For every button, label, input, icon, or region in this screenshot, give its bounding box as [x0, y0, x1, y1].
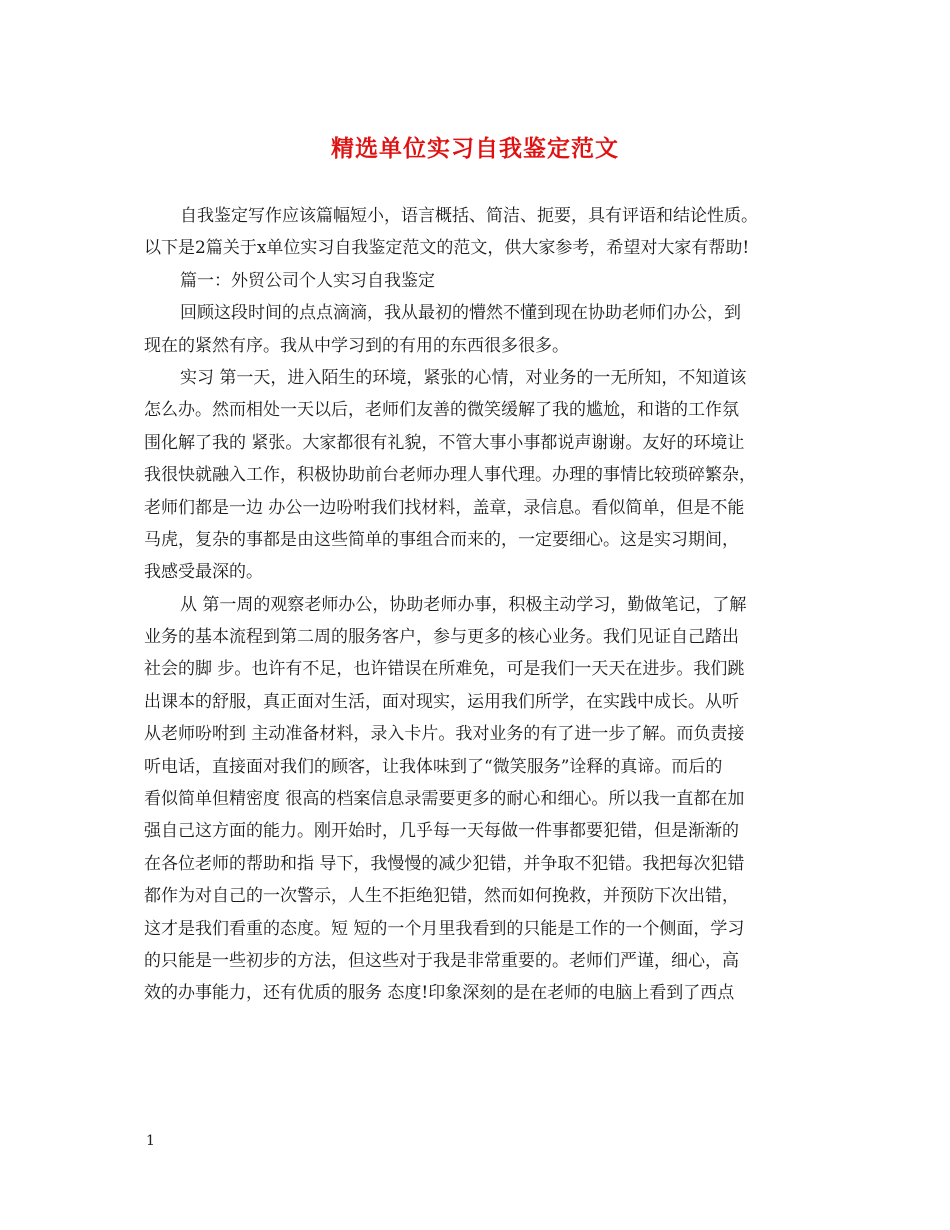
body-line: 自我鉴定写作应该篇幅短小，语言概括、简洁、扼要，具有评语和结论性质。: [180, 206, 758, 226]
body-line: 围化解了我的 紧张。大家都很有礼貌，不管大事小事都说声谢谢。友好的环境让: [144, 432, 745, 453]
body-line: 社会的脚 步。也许有不足，也许错误在所难免，可是我们一天天在进步。我们跳: [144, 659, 745, 680]
body-line: 我感受最深的。: [144, 562, 263, 583]
body-line: 我很快就融入工作，积极协助前台老师办理人事代理。办理的事情比较琐碎繁杂，: [144, 465, 756, 486]
body-line: 怎么办。然而相处一天以后，老师们友善的微笑缓解了我的尴尬，和谐的工作氛: [144, 400, 739, 421]
body-line: 从老师吩咐到 主动准备材料，录入卡片。我对业务的有了进一步了解。而负责接: [144, 724, 745, 745]
body-line: 回顾这段时间的点点滴滴，我从最初的懵然不懂到现在协助老师们办公，到: [180, 303, 741, 324]
body-line: 在各位老师的帮助和指 导下，我慢慢的减少犯错，并争取不犯错。我把每次犯错: [144, 853, 745, 874]
body-line: 听电话，直接面对我们的顾客，让我体味到了“微笑服务”诠释的真谛。而后的: [144, 756, 723, 777]
body-line: 从 第一周的观察老师办公，协助老师办事，积极主动学习，勤做笔记，了解: [180, 594, 747, 615]
body-line: 老师们都是一边 办公一边吩咐我们找材料，盖章，录信息。看似简单，但是不能: [144, 497, 745, 518]
body-line: 看似简单但精密度 很高的档案信息录需要更多的耐心和细心。所以我一直都在加: [144, 789, 745, 810]
body-line: 都作为对自己的一次警示，人生不拒绝犯错，然而如何挽救，并预防下次出错，: [144, 886, 739, 907]
document-title: 精选单位实习自我鉴定范文: [331, 135, 619, 162]
body-line: 以下是2篇关于x单位实习自我鉴定范文的范文，供大家参考，希望对大家有帮助!: [144, 238, 750, 259]
body-line: 强自己这方面的能力。刚开始时，几乎每一天每做一件事都要犯错，但是渐渐的: [144, 821, 739, 842]
body-line: 篇一：外贸公司个人实习自我鉴定: [180, 270, 435, 291]
body-line: 这才是我们看重的态度。短 短的一个月里我看到的只能是工作的一个侧面，学习: [144, 918, 745, 939]
document-body: [144, 200, 824, 1010]
body-line: 业务的基本流程到第二周的服务客户，参与更多的核心业务。我们见证自己踏出: [144, 627, 739, 648]
body-line: 现在的紧然有序。我从中学习到的有用的东西很多很多。: [144, 335, 569, 356]
page-number: 1: [146, 1133, 155, 1149]
body-line: 马虎，复杂的事都是由这些简单的事组合而来的，一定要细心。这是实习期间，: [144, 529, 739, 550]
body-line: 效的办事能力，还有优质的服务 态度!印象深刻的是在老师的电脑上看到了西点: [144, 983, 735, 1004]
body-line: 实习 第一天，进入陌生的环境，紧张的心情，对业务的一无所知，不知道该: [180, 367, 747, 388]
body-line: 出课本的舒服，真正面对生活，面对现实，运用我们所学，在实践中成长。从听: [144, 691, 739, 712]
body-line: 的只能是一些初步的方法，但这些对于我是非常重要的。老师们严谨，细心，高: [144, 950, 739, 971]
